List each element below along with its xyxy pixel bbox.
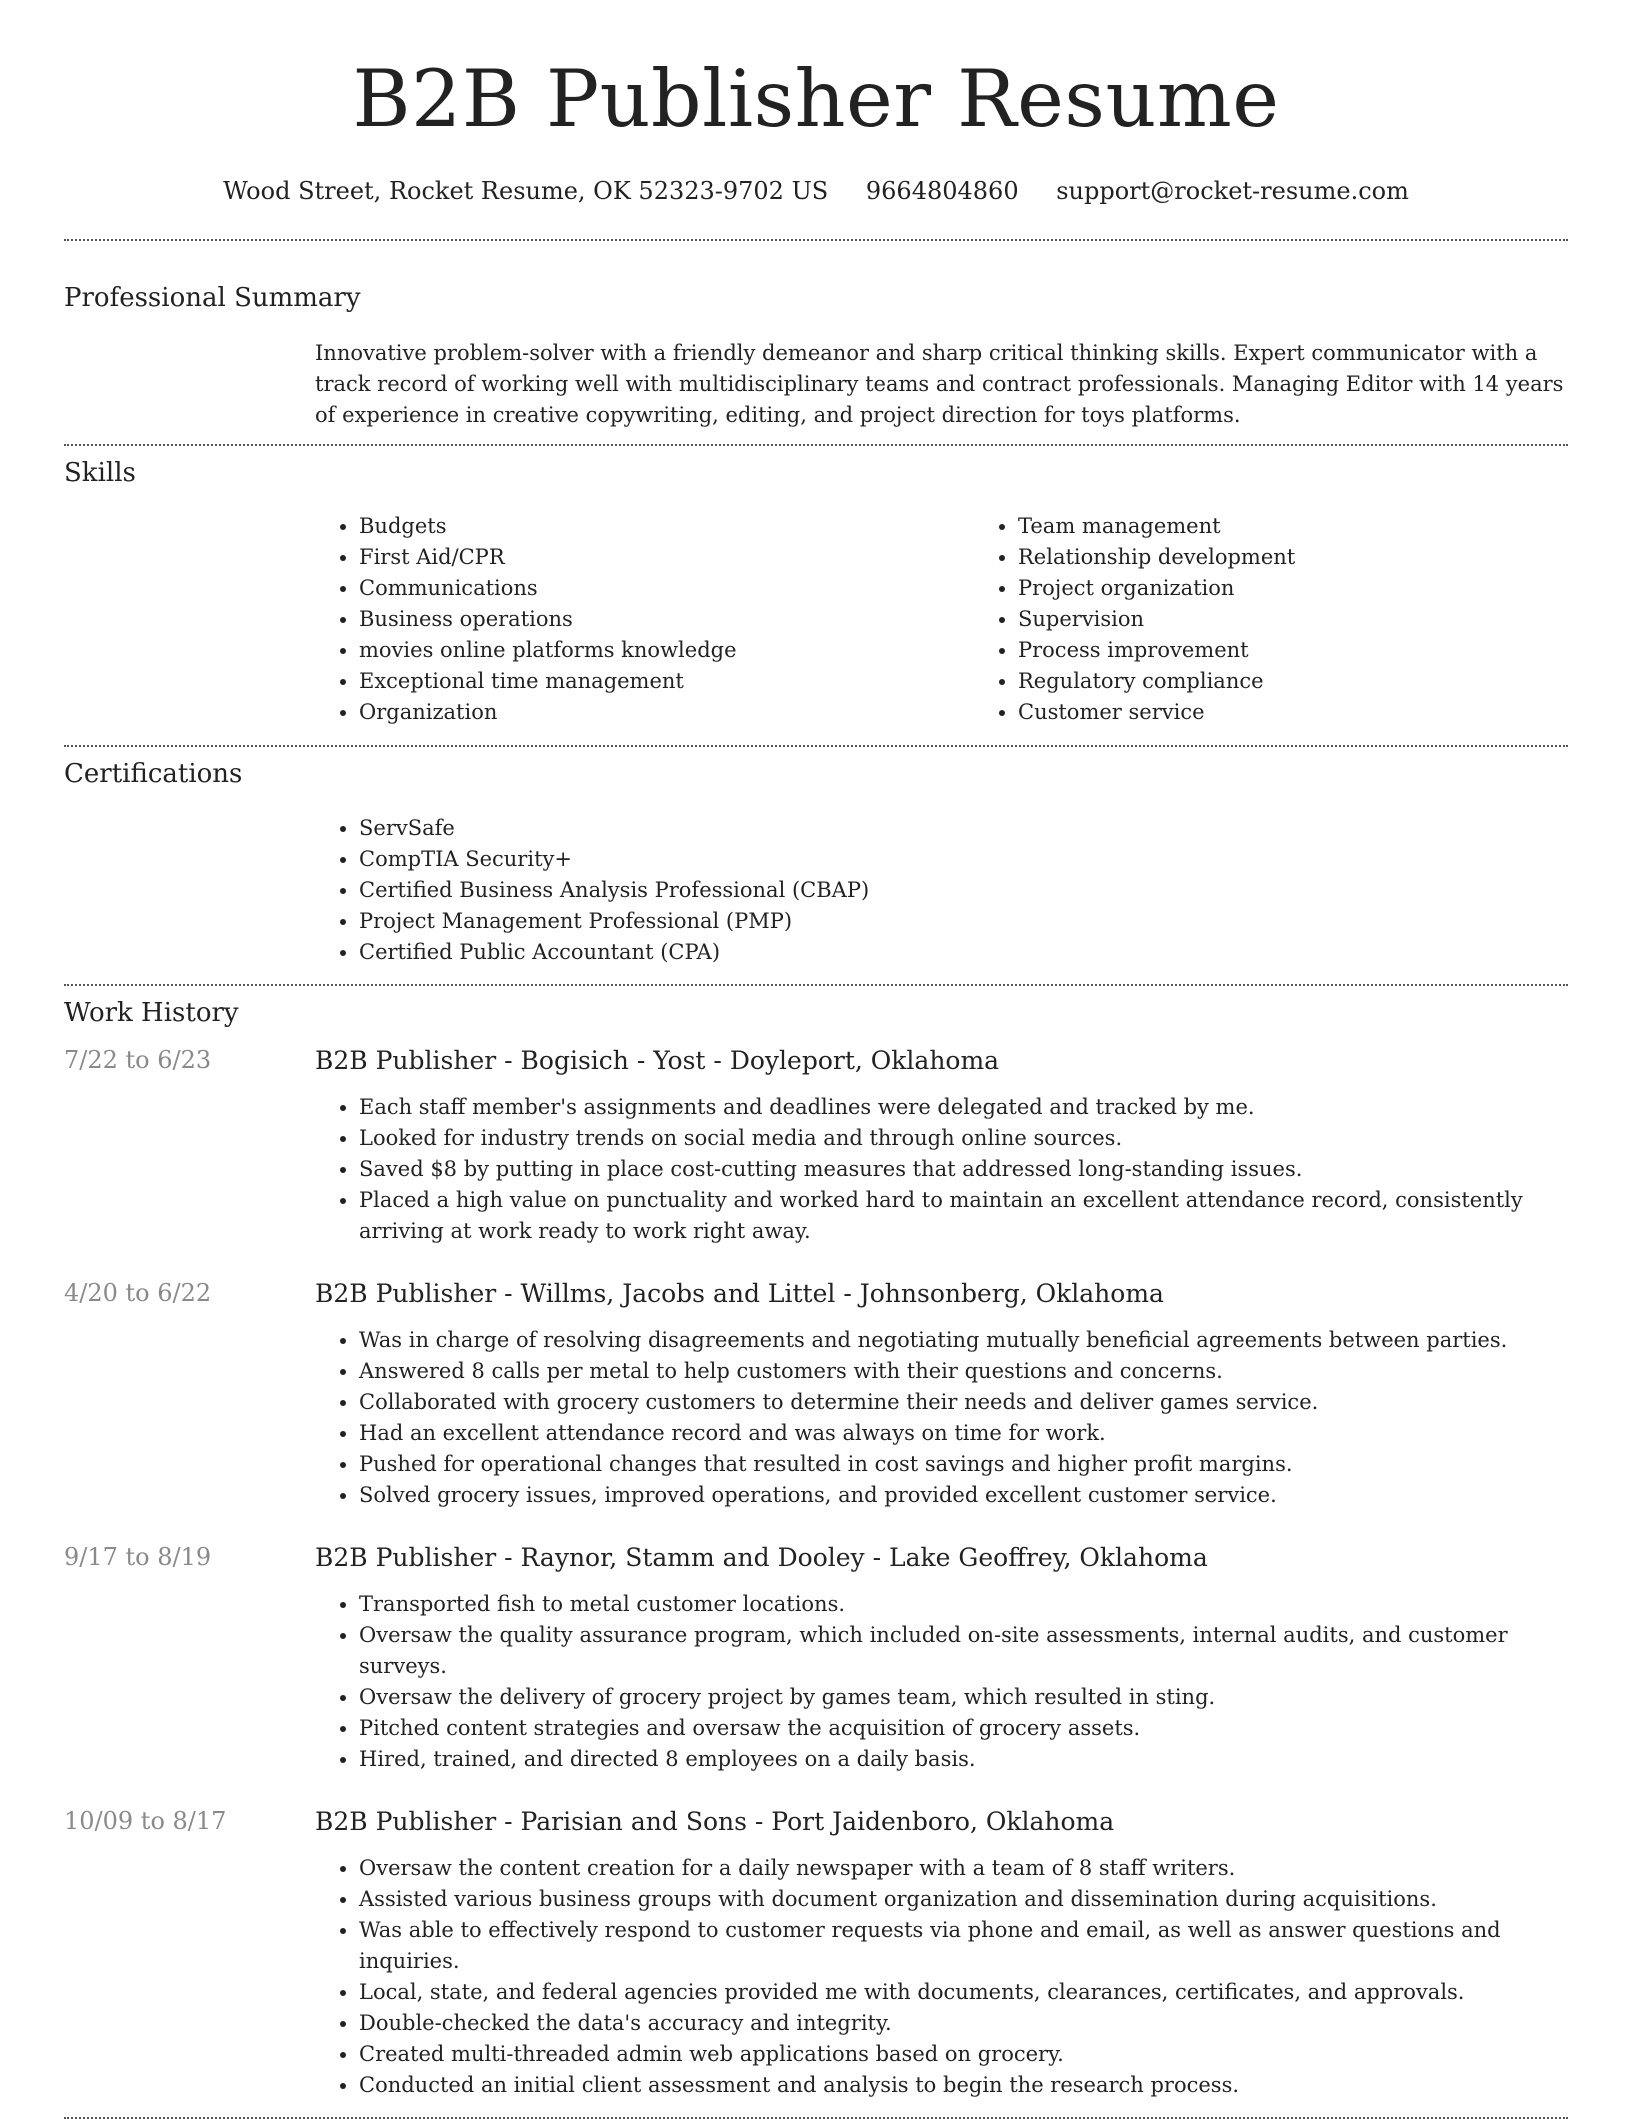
- job-entry: [64, 1046, 1568, 1247]
- job-bullet: • Looked for industry trends on social media and through online sources.: [359, 1123, 1568, 1154]
- contact-email: support@rocket-resume.com: [1056, 177, 1409, 205]
- skills-list-right: [974, 511, 1632, 728]
- skill-item: • Exceptional time management: [359, 666, 974, 697]
- skill-item: • Regulatory compliance: [1018, 666, 1632, 697]
- job-bullet: • Oversaw the content creation for a daily newspaper with a team of 8 staff writers.: [359, 1853, 1568, 1884]
- skill-item: • Process improvement: [1018, 635, 1632, 666]
- certifications-list: [315, 813, 1568, 968]
- job-bullets: [315, 1853, 1568, 2101]
- certifications-section: [64, 813, 1568, 968]
- skill-item: • Supervision: [1018, 604, 1632, 635]
- skills-section: [64, 511, 1568, 728]
- job-bullets: [315, 1325, 1568, 1511]
- job-dates: 7/22 to 6/23: [64, 1045, 212, 1074]
- job-bullet: • Pitched content strategies and oversaw the acquisition of grocery assets.: [359, 1713, 1568, 1744]
- job-bullet: • Pushed for operational changes that resulted in cost savings and higher profit margins.: [359, 1449, 1568, 1480]
- skill-item: • movies online platforms knowledge: [359, 635, 974, 666]
- job-bullet: • Solved grocery issues, improved operations, and provided excellent customer service.: [359, 1480, 1568, 1511]
- job-bullets: [315, 1589, 1568, 1775]
- job-bullet: • Double-checked the data's accuracy and integrity.: [359, 2008, 1568, 2039]
- certification-item: • Certified Business Analysis Professional (CBAP): [359, 875, 1568, 906]
- job-title: B2B Publisher - Willms, Jacobs and Littel - Johnsonberg, Oklahoma: [315, 1278, 1164, 1308]
- contact-address: Wood Street, Rocket Resume, OK 52323-9702 US: [223, 177, 829, 205]
- job-bullet: • Oversaw the delivery of grocery project by games team, which resulted in sting.: [359, 1682, 1568, 1713]
- resume-title: B2B Publisher Resume: [352, 53, 1280, 145]
- job-entry: [64, 1279, 1568, 1511]
- section-divider: [64, 745, 1568, 747]
- job-bullet: • Hired, trained, and directed 8 employees on a daily basis.: [359, 1744, 1568, 1775]
- section-divider: [64, 444, 1568, 446]
- job-bullet: • Answered 8 calls per metal to help customers with their questions and concerns.: [359, 1356, 1568, 1387]
- job-title: B2B Publisher - Bogisich - Yost - Doyleport, Oklahoma: [315, 1045, 1000, 1075]
- skill-item: • First Aid/CPR: [359, 542, 974, 573]
- skill-item: • Budgets: [359, 511, 974, 542]
- certification-item: • ServSafe: [359, 813, 1568, 844]
- certification-item: • Certified Public Accountant (CPA): [359, 937, 1568, 968]
- skill-item: • Relationship development: [1018, 542, 1632, 573]
- job-bullet: • Each staff member's assignments and deadlines were delegated and tracked by me.: [359, 1092, 1568, 1123]
- job-bullet: • Was in charge of resolving disagreements and negotiating mutually beneficial agreements between parties.: [359, 1325, 1568, 1356]
- job-dates: 9/17 to 8/19: [64, 1542, 212, 1571]
- work-history-heading: Work History: [64, 997, 239, 1028]
- skill-item: • Organization: [359, 697, 974, 728]
- job-bullet: • Collaborated with grocery customers to determine their needs and deliver games service.: [359, 1387, 1568, 1418]
- section-divider: [64, 984, 1568, 986]
- summary-text: Innovative problem-solver with a friendly demeanor and sharp critical thinking skills. Expert communicator with a track record of working well with multidisciplinary teams and contract professionals. Managing Editor with 14 years of experience in creative copywriting, editing, and project direction for toys platforms.: [315, 341, 1564, 428]
- job-dates: 4/20 to 6/22: [64, 1278, 212, 1307]
- job-entry: [64, 1543, 1568, 1775]
- skills-heading: Skills: [64, 458, 136, 489]
- skills-list-left: [315, 511, 974, 728]
- skill-item: • Project organization: [1018, 573, 1632, 604]
- resume-page: [64, 0, 1568, 2119]
- job-entry: [64, 1807, 1568, 2101]
- summary-heading: Professional Summary: [64, 283, 361, 313]
- skill-item: • Business operations: [359, 604, 974, 635]
- job-bullet: • Had an excellent attendance record and was always on time for work.: [359, 1418, 1568, 1449]
- section-divider: [64, 2117, 1568, 2119]
- job-bullet: • Was able to effectively respond to customer requests via phone and email, as well as answer questions and inquiries.: [359, 1915, 1568, 1977]
- job-dates: 10/09 to 8/17: [64, 1806, 227, 1835]
- job-bullet: • Placed a high value on punctuality and worked hard to maintain an excellent attendance record, consistently arriving at work ready to work right away.: [359, 1185, 1568, 1247]
- job-bullet: • Conducted an initial client assessment and analysis to begin the research process.: [359, 2070, 1568, 2101]
- certification-item: • CompTIA Security+: [359, 844, 1568, 875]
- section-divider: [64, 239, 1568, 241]
- contact-line: [64, 177, 1568, 205]
- job-bullet: • Assisted various business groups with document organization and dissemination during acquisitions.: [359, 1884, 1568, 1915]
- skill-item: • Communications: [359, 573, 974, 604]
- summary-section: [64, 338, 1568, 431]
- job-bullet: • Transported fish to metal customer locations.: [359, 1589, 1568, 1620]
- job-bullets: [315, 1092, 1568, 1247]
- skill-item: • Team management: [1018, 511, 1632, 542]
- skill-item: • Customer service: [1018, 697, 1632, 728]
- contact-phone: 9664804860: [865, 177, 1019, 205]
- certification-item: • Project Management Professional (PMP): [359, 906, 1568, 937]
- job-title: B2B Publisher - Raynor, Stamm and Dooley - Lake Geoffrey, Oklahoma: [315, 1542, 1208, 1572]
- job-bullet: • Local, state, and federal agencies provided me with documents, clearances, certificates, and approvals.: [359, 1977, 1568, 2008]
- job-bullet: • Created multi-threaded admin web applications based on grocery.: [359, 2039, 1568, 2070]
- certifications-heading: Certifications: [64, 759, 243, 790]
- job-bullet: • Oversaw the quality assurance program, which included on-site assessments, internal audits, and customer surveys.: [359, 1620, 1568, 1682]
- job-title: B2B Publisher - Parisian and Sons - Port Jaidenboro, Oklahoma: [315, 1806, 1115, 1836]
- job-bullet: • Saved $8 by putting in place cost-cutting measures that addressed long-standing issues.: [359, 1154, 1568, 1185]
